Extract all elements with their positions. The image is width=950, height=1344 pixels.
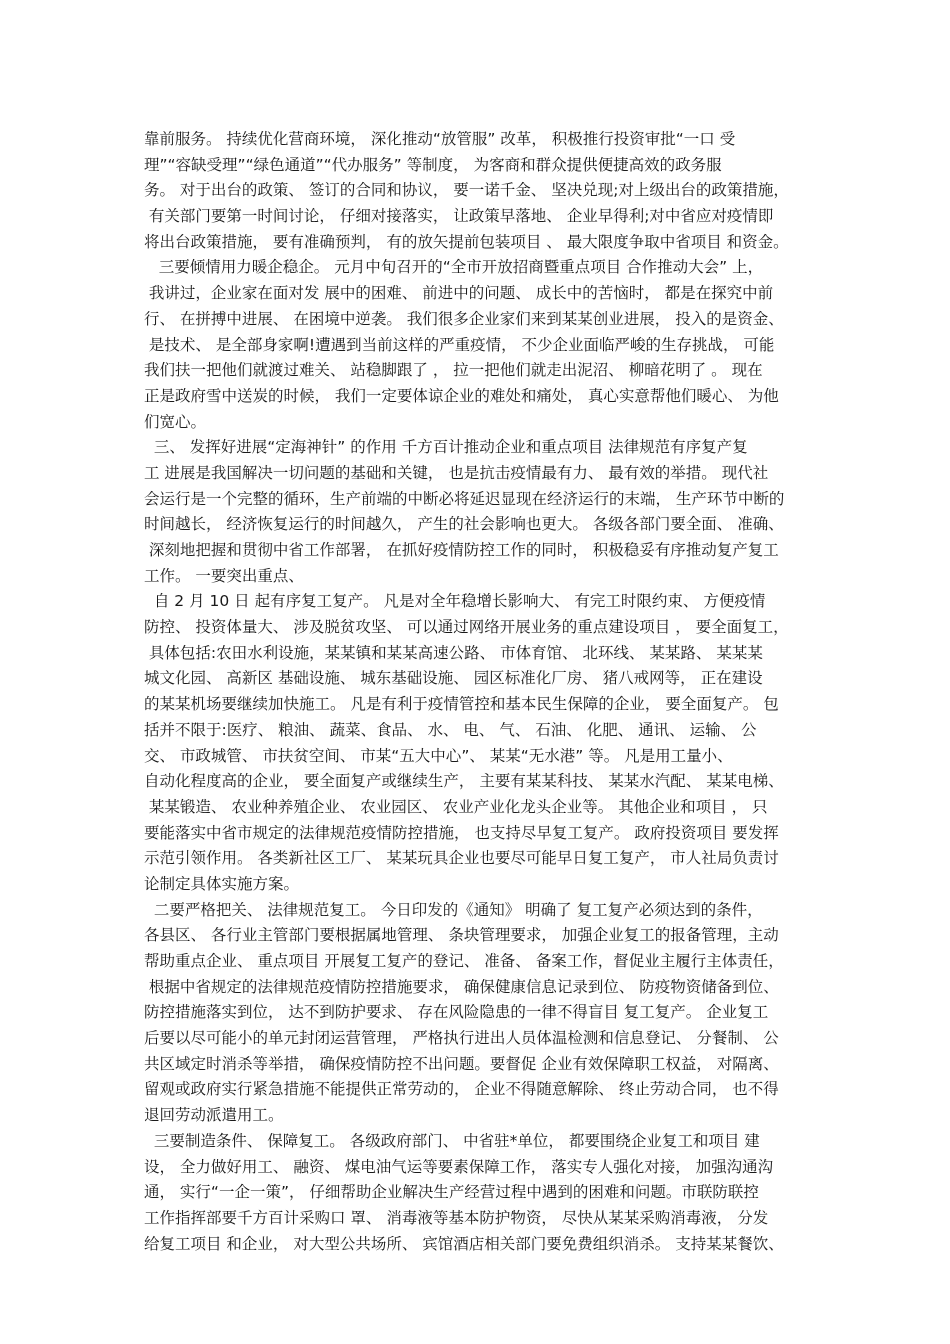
text-line: 通， 实行“一企一策”， 仔细帮助企业解决生产经营过程中遇到的困难和问题。市联防联控 (144, 1183, 759, 1202)
text-line: 各县区、 各行业主管部门要根据属地管理、 条块管理要求， 加强企业复工的报备管理，主动 (144, 926, 779, 945)
text-line: 我们扶一把他们就渡过难关、 站稳脚跟了 ， 拉一把他们就走出泥沼、 柳暗花明了 。 现在 (144, 361, 763, 380)
text-line: 留观或政府实行紧急措施不能提供正常劳动的， 企业不得随意解除、 终止劳动合同， 也不得 (144, 1080, 779, 1099)
text-line: 们宽心。 (144, 412, 207, 431)
text-line: 工作指挥部要千方百计采购口 罩、 消毒液等基本防护物资， 尽快从某某采购消毒液， 分发 (144, 1208, 769, 1227)
text-line: 自 2 月 10 日 起有序复工复产。 凡是对全年稳增长影响大、 有完工时限约束、 方便疫情 (144, 592, 766, 611)
text-line: 的某某机场要继续加快施工。 凡是有利于疫情管控和基本民生保障的企业， 要全面复产。 包 (144, 695, 779, 714)
text-line: 帮助重点企业、 重点项目 开展复工复产的登记、 准备、 备案工作，督促业主履行主体责任， (144, 952, 784, 970)
text-line: 理”“容缺受理”“绿色通道”“代办服务” 等制度， 为客商和群众提供便捷高效的政务服 (144, 155, 722, 174)
text-line: 具体包括:农田水利设施，某某镇和某某高速公路、 市体育馆、 北环线、 某某路、 某某某 (144, 643, 763, 662)
text-line: 会运行是一个完整的循环，生产前端的中断必将延迟显现在经济运行的末端， 生产环节中断的 (144, 489, 785, 508)
text-line: 论制定具体实施方案。 (144, 874, 300, 893)
text-line: 务。 对于出台的政策、 签订的合同和协议， 要一诺千金、 坚决兑现;对上级出台的政策措施， (144, 181, 789, 200)
text-line: 工作。 一要突出重点、 (144, 566, 304, 585)
text-line: 我讲过，企业家在面对发 展中的困难、 前进中的问题、 成长中的苦恼时， 都是在探究中前 (144, 284, 774, 303)
text-line: 城文化园、 高新区 基础设施、 城东基础设施、 园区标准化厂房、 猪八戒网等， 正在建设 (144, 669, 763, 688)
text-line: 给复工项目 和企业， 对大型公共场所、 宾馆酒店相关部门要免费组织消杀。 支持某某餐饮、 (144, 1234, 784, 1253)
text-line: 有关部门要第一时间讨论， 仔细对接落实， 让政策早落地、 企业早得利;对中省应对疫情即 (144, 207, 774, 226)
text-line: 自动化程度高的企业， 要全面复产或继续生产， 主要有某某科技、 某某水汽配、 某某电梯、 (144, 772, 784, 791)
text-line: 正是政府雪中送炭的时候， 我们一定要体谅企业的难处和痛处， 真心实意帮他们暖心、 为他 (144, 386, 779, 405)
text-line: 行、 在拼搏中进展、 在困境中逆袭。 我们很多企业家们来到某某创业进展， 投入的是资金、 (144, 309, 784, 328)
text-line: 深刻地把握和贯彻中省工作部署， 在抓好疫情防控工作的同时， 积极稳妥有序推动复产复工 (144, 541, 779, 559)
text-line: 靠前服务。 持续优化营商环境， 深化推动“放管服” 改革， 积极推行投资审批“一口 受 (144, 130, 736, 148)
text-line: 将出台政策措施， 要有准确预判， 有的放矢提前包装项目 、 最大限度争取中省项目 和资金。 (144, 232, 789, 251)
text-line: 共区域定时消杀等举措， 确保疫情防控不出问题。要督促 企业有效保障职工权益， 对隔离、 (144, 1054, 779, 1073)
text-line: 二要严格把关、 法律规范复工。 今日印发的《通知》 明确了 复工复产必须达到的条件， (144, 900, 763, 919)
text-line: 设， 全力做好用工、 融资、 煤电油气运等要素保障工作， 落实专人强化对接， 加强沟通沟 (144, 1157, 774, 1176)
text-line: 是技术、 是全部身家啊!遭遇到当前这样的严重疫情， 不少企业面临严峻的生存挑战， 可能 (144, 335, 775, 354)
text-line: 工 进展是我国解决一切问题的基础和关键， 也是抗击疫情最有力、 最有效的举措。 现代社 (144, 463, 769, 482)
text-line: 根据中省规定的法律规范疫情防控措施要求， 确保健康信息记录到位、 防疫物资储备到位、 (144, 977, 779, 996)
text-line: 示范引领作用。 各类新社区工厂、 某某玩具企业也要尽可能早日复工复产， 市人社局负责讨 (144, 849, 779, 868)
text-line: 三要制造条件、 保障复工。 各级政府部门、 中省驻*单位， 都要围绕企业复工和项目 建 (144, 1131, 760, 1150)
text-line: 时间越长， 经济恢复运行的时间越久， 产生的社会影响也更大。 各级各部门要全面、 准确、 (144, 515, 784, 534)
text-line: 三、 发挥好进展“定海神针” 的作用 千方百计推动企业和重点项目 法律规范有序复产复 (144, 438, 748, 457)
text-line: 交、 市政城管、 市扶贫空间、 市某“五大中心”、 某某“无水港” 等。 凡是用工量小、 (144, 746, 733, 765)
text-line: 防控、 投资体量大、 涉及脱贫攻坚、 可以通过网络开展业务的重点建设项目 ， 要全面复工， (144, 618, 789, 637)
text-line: 某某锻造、 农业种养殖企业、 农业园区、 农业产业化龙头企业等。 其他企业和项目 ， 只 (144, 797, 768, 816)
text-line: 退回劳动派遣用工。 (144, 1106, 284, 1125)
text-line: 防控措施落实到位， 达不到防护要求、 存在风险隐患的一律不得盲目 复工复产。 企业复工 (144, 1003, 769, 1022)
text-line: 要能落实中省市规定的法律规范疫情防控措施， 也支持尽早复工复产。 政府投资项目 要发挥 (144, 823, 779, 842)
text-line: 三要倾情用力暖企稳企。 元月中旬召开的“全市开放招商暨重点项目 合作推动大会” 上， (144, 258, 764, 277)
text-line: 括并不限于:医疗、 粮油、 蔬菜、食品、 水、 电、 气、 石油、 化肥、 通讯、 运输、 公 (144, 720, 757, 739)
body-text (144, 127, 824, 1257)
text-line: 后要以尽可能小的单元封闭运营管理， 严格执行进出人员体温检测和信息登记、 分餐制、 公 (144, 1029, 779, 1048)
